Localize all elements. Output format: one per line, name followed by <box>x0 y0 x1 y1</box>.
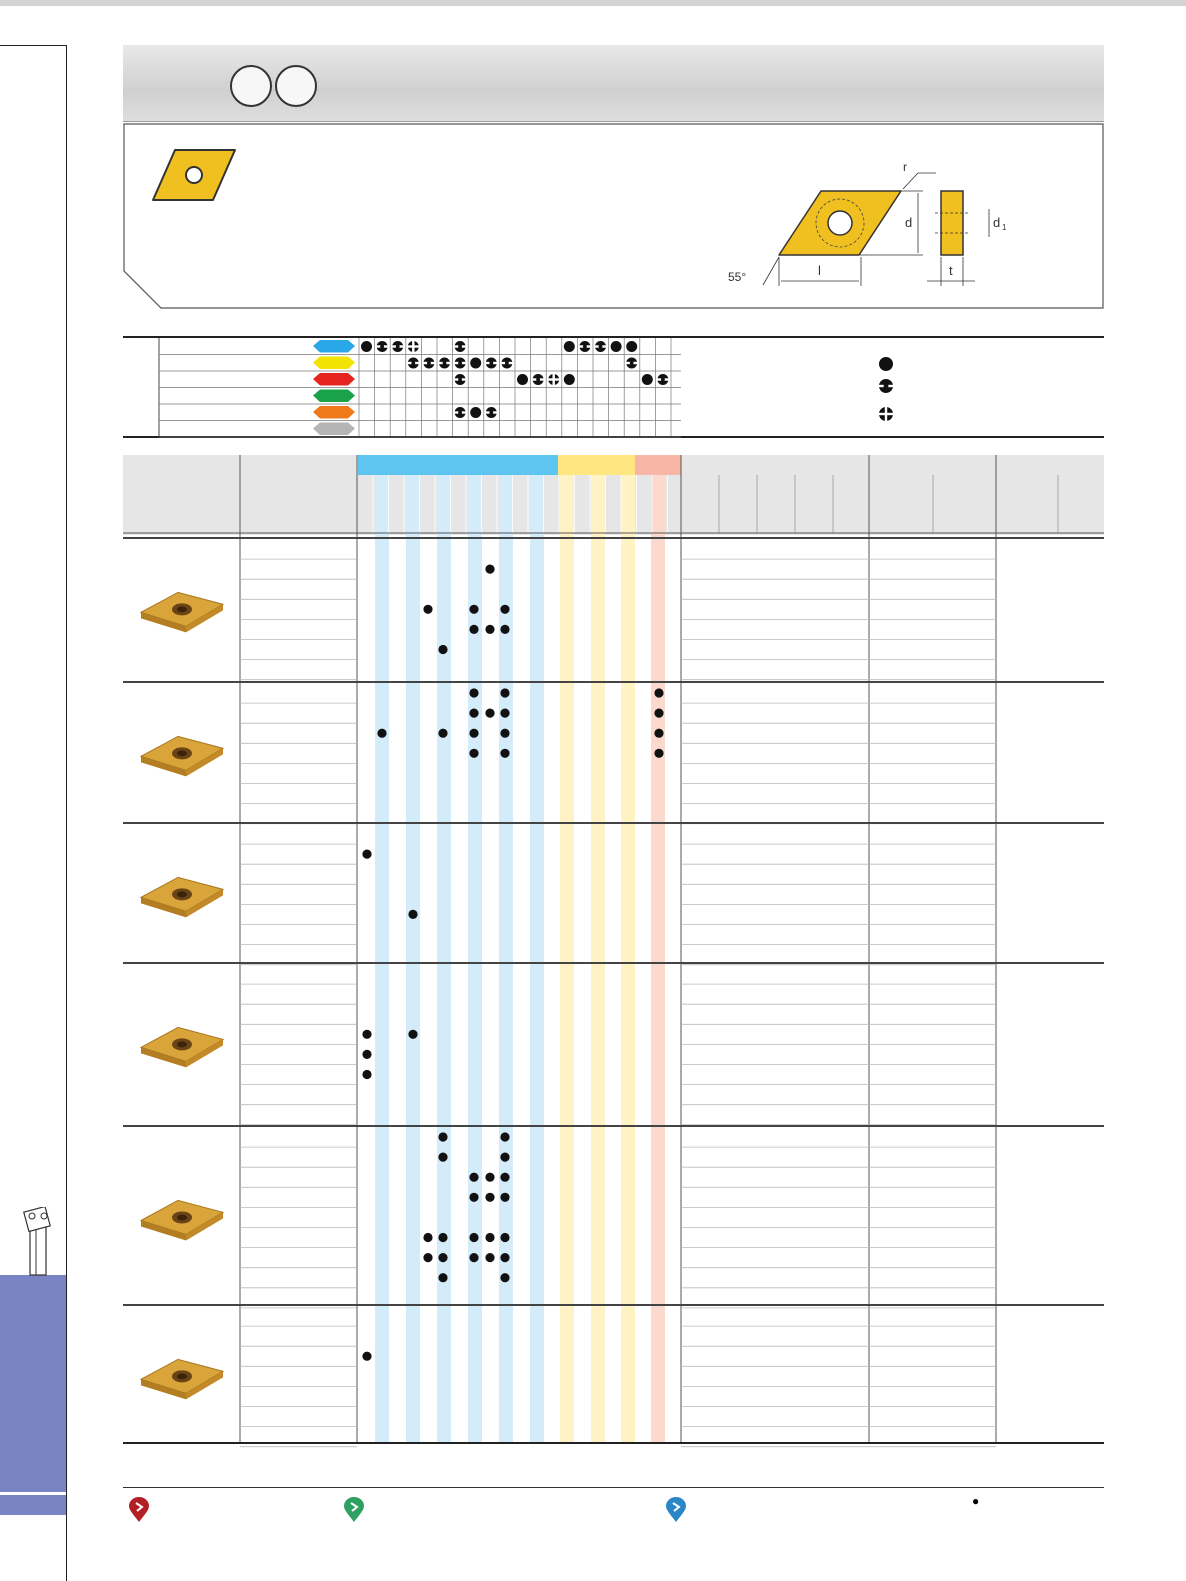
availability-dot <box>362 1070 371 1079</box>
availability-dot <box>362 1030 371 1039</box>
full-circle-mark <box>361 341 372 352</box>
availability-dot <box>500 1193 509 1202</box>
half-circle-mark <box>500 358 513 369</box>
availability-dot <box>469 605 478 614</box>
svg-text:t: t <box>949 263 953 278</box>
half-circle-mark <box>422 358 435 369</box>
left-margin-frame <box>0 45 67 1206</box>
full-circle-mark <box>470 358 481 369</box>
availability-dot <box>469 709 478 718</box>
orange-material-tag <box>313 406 355 419</box>
top-bar <box>0 0 1186 6</box>
availability-dot <box>500 625 509 634</box>
blue-stripe <box>499 475 513 1443</box>
availability-dot <box>469 1253 478 1262</box>
half-circle-mark <box>878 379 894 393</box>
availability-dot <box>469 625 478 634</box>
availability-dot <box>500 1273 509 1282</box>
header-circle-left <box>230 65 272 107</box>
availability-dot <box>485 1253 494 1262</box>
availability-dot <box>500 605 509 614</box>
header-band-blue <box>358 455 558 475</box>
svg-text:d: d <box>905 215 913 230</box>
availability-dot <box>438 1233 447 1242</box>
availability-dot <box>423 1253 432 1262</box>
availability-dot <box>469 1173 478 1182</box>
full-circle-mark <box>470 407 481 418</box>
svg-text:l: l <box>818 263 821 278</box>
availability-dot <box>438 729 447 738</box>
cross-circle-mark <box>547 373 560 386</box>
availability-dot <box>500 1253 509 1262</box>
blue-stripe <box>375 475 389 1443</box>
blue-pin-icon <box>665 1497 687 1523</box>
half-circle-mark <box>438 358 451 369</box>
half-circle-mark <box>454 374 467 385</box>
availability-dot <box>423 1233 432 1242</box>
grade-availability-table <box>123 453 1104 1448</box>
material-legend-table <box>123 336 1104 440</box>
svg-text:55°: 55° <box>728 270 747 284</box>
availability-dot <box>654 709 663 718</box>
availability-dot <box>438 1132 447 1141</box>
half-circle-mark <box>532 374 545 385</box>
availability-dot <box>500 1233 509 1242</box>
full-circle-mark <box>611 341 622 352</box>
half-circle-mark <box>485 407 498 418</box>
availability-dot <box>485 1193 494 1202</box>
availability-dot <box>438 1153 447 1162</box>
blue-stripe <box>468 475 482 1443</box>
blue-stripe <box>530 475 544 1443</box>
full-circle-mark <box>626 341 637 352</box>
footer-dot: ● <box>972 1494 980 1508</box>
availability-dot <box>438 1253 447 1262</box>
yellow-material-tag <box>313 357 355 370</box>
availability-dot <box>469 729 478 738</box>
availability-dot <box>500 1132 509 1141</box>
blue-stripe <box>406 475 420 1443</box>
availability-dot <box>485 565 494 574</box>
gray-material-tag <box>313 423 355 436</box>
half-circle-mark <box>376 341 389 352</box>
header-circle-right <box>275 65 317 107</box>
availability-dot <box>362 1050 371 1059</box>
availability-dot <box>408 910 417 919</box>
insert-photo <box>141 1027 223 1067</box>
availability-dot <box>500 1153 509 1162</box>
availability-dot <box>500 729 509 738</box>
half-circle-mark <box>485 358 498 369</box>
half-circle-mark <box>454 341 467 352</box>
availability-dot <box>485 709 494 718</box>
yellow-stripe <box>560 475 574 1443</box>
insert-photo <box>141 877 223 917</box>
availability-dot <box>362 1352 371 1361</box>
blue-material-tag <box>313 340 355 353</box>
insert-photo <box>141 592 223 632</box>
green-material-tag <box>313 390 355 403</box>
availability-dot <box>654 688 663 697</box>
availability-dot <box>408 1030 417 1039</box>
blue-stripe <box>437 475 451 1443</box>
cross-circle-mark <box>407 340 420 353</box>
availability-dot <box>485 1233 494 1242</box>
full-circle-mark <box>879 357 893 371</box>
availability-dot <box>438 1273 447 1282</box>
availability-dot <box>654 729 663 738</box>
yellow-stripe <box>591 475 605 1443</box>
half-circle-mark <box>454 407 467 418</box>
side-section-tab[interactable] <box>0 1275 66 1492</box>
insert-photo <box>141 736 223 776</box>
availability-dot <box>654 749 663 758</box>
availability-dot <box>469 1233 478 1242</box>
half-circle-mark <box>594 341 607 352</box>
red-pin-icon <box>128 1497 150 1523</box>
availability-dot <box>500 709 509 718</box>
header-band-yellow <box>558 455 635 475</box>
half-circle-mark <box>656 374 669 385</box>
left-margin-line <box>66 1205 67 1581</box>
availability-dot <box>500 1173 509 1182</box>
availability-dot <box>438 645 447 654</box>
half-circle-mark <box>391 341 404 352</box>
full-circle-mark <box>564 374 575 385</box>
header-band-red <box>635 455 681 475</box>
availability-dot <box>485 1173 494 1182</box>
yellow-stripe <box>621 475 635 1443</box>
availability-dot <box>500 749 509 758</box>
availability-dot <box>485 625 494 634</box>
side-section-tab-2[interactable] <box>0 1495 66 1515</box>
half-circle-mark <box>454 358 467 369</box>
full-circle-mark <box>517 374 528 385</box>
footer-rule <box>123 1487 1104 1488</box>
svg-text:r: r <box>903 160 907 174</box>
availability-dot <box>500 688 509 697</box>
svg-text:1: 1 <box>1002 223 1007 232</box>
insert-photo <box>141 1359 223 1399</box>
half-circle-mark <box>625 358 638 369</box>
half-circle-mark <box>407 358 420 369</box>
full-circle-mark <box>564 341 575 352</box>
green-pin-icon <box>343 1497 365 1523</box>
half-circle-mark <box>578 341 591 352</box>
availability-dot <box>469 749 478 758</box>
turning-tool-icon <box>20 1207 60 1277</box>
full-circle-mark <box>642 374 653 385</box>
red-material-tag <box>313 373 355 386</box>
svg-text:d: d <box>993 215 1001 230</box>
cross-circle-mark <box>878 406 894 422</box>
insert-info-panel <box>123 123 1104 309</box>
availability-dot <box>377 729 386 738</box>
availability-dot <box>423 605 432 614</box>
availability-dot <box>362 850 371 859</box>
insert-photo <box>141 1200 223 1240</box>
availability-dot <box>469 1193 478 1202</box>
red-stripe <box>651 475 665 1443</box>
availability-dot <box>469 688 478 697</box>
